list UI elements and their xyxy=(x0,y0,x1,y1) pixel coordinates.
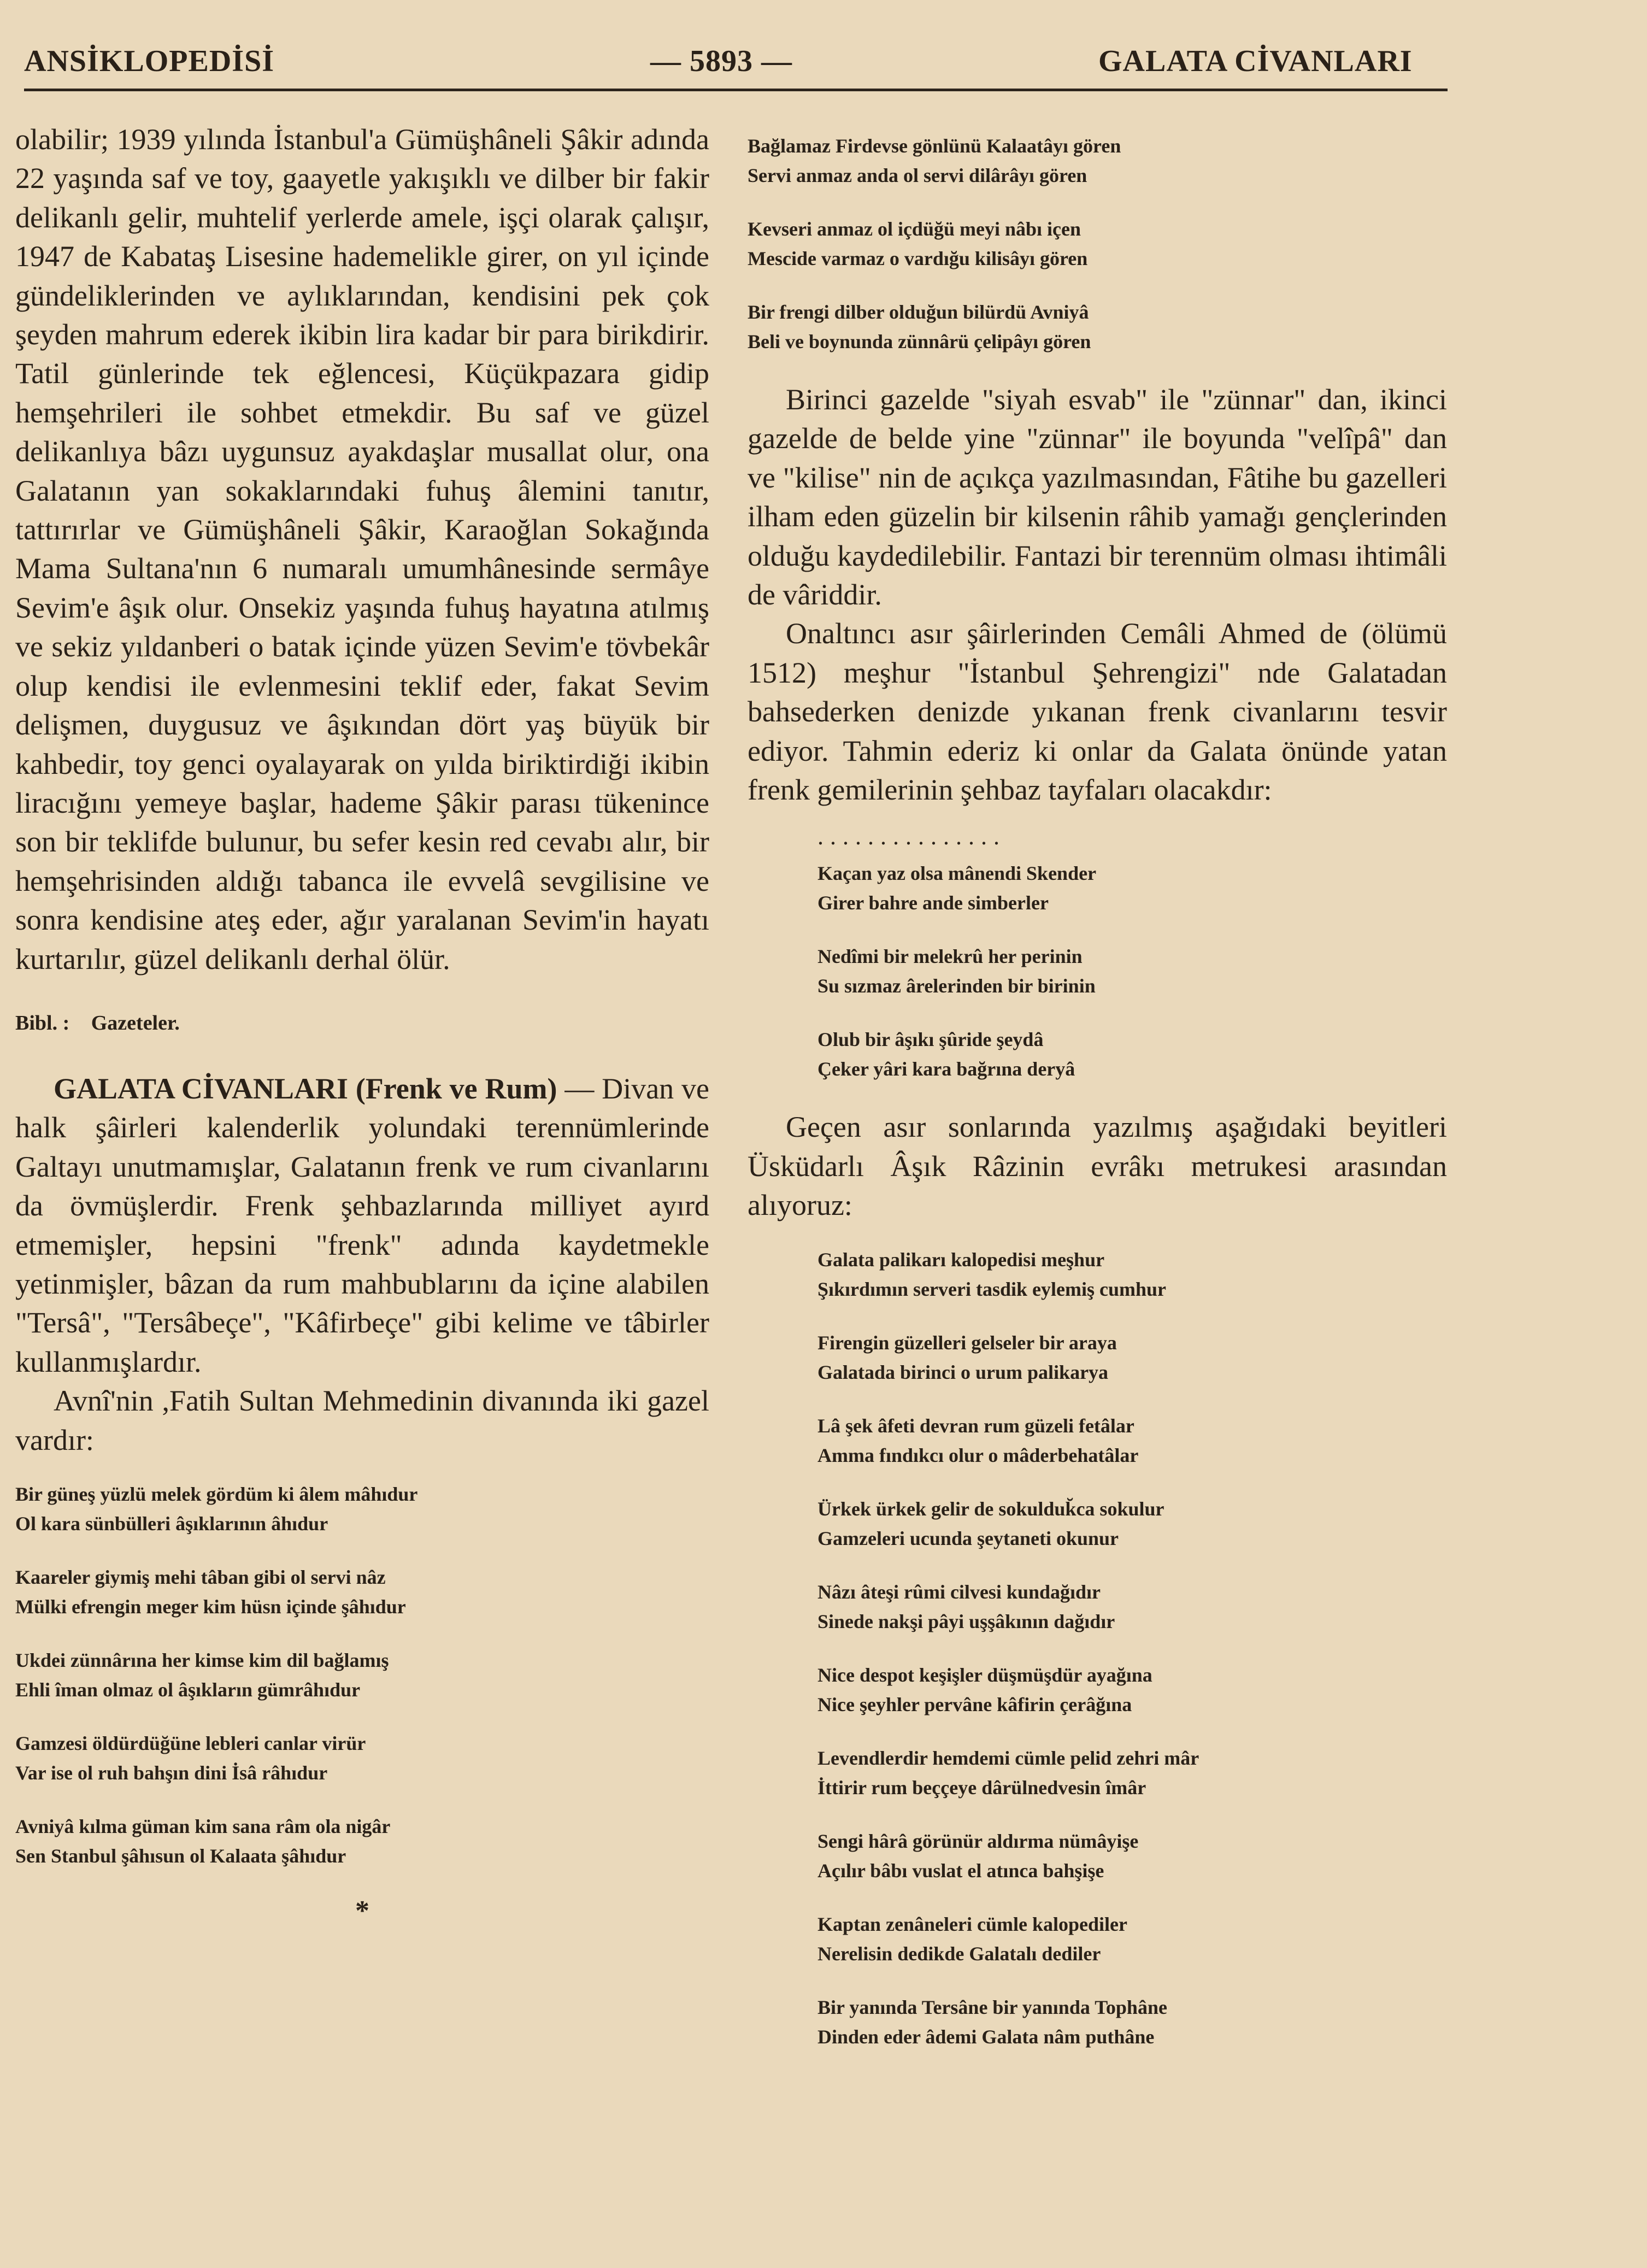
verse-line: Gamzeleri ucunda şeytaneti okunur xyxy=(817,1527,1119,1549)
ellipsis-line: ............... xyxy=(817,823,1006,850)
verse-line: Ol kara sünbülleri âşıklarının âhıdur xyxy=(15,1513,328,1535)
couplet xyxy=(817,1328,1447,1387)
couplet xyxy=(817,1025,1447,1084)
couplet xyxy=(748,131,1447,190)
verse-line: Bağlamaz Firdevse gönlünü Kalaatâyı gören xyxy=(748,135,1121,157)
verse-line: Firengin güzelleri gelseler bir araya xyxy=(817,1331,1117,1354)
verse-line: Lâ şek âfeti devran rum güzeli fetâlar xyxy=(817,1414,1134,1437)
verse-line: Nâzı âteşi rûmi cilvesi kundağıdır xyxy=(817,1580,1101,1603)
left-column xyxy=(15,120,709,1927)
header-right: GALATA CİVANLARI xyxy=(1098,44,1413,78)
couplet xyxy=(817,1411,1447,1470)
verse-line: Gamzesi öldürdüğüne lebleri canlar virür xyxy=(15,1732,366,1754)
verse-line: Galata palikarı kalopedisi meşhur xyxy=(817,1248,1105,1271)
couplet xyxy=(15,1479,709,1538)
couplet xyxy=(15,1646,709,1705)
couplet xyxy=(817,1660,1447,1719)
verse-line: Şıkırdımın serveri tasdik eylemiş cumhur xyxy=(817,1278,1166,1300)
verse-line: Kevseri anmaz ol içdüğü meyi nâbı içen xyxy=(748,218,1081,240)
header-left: ANSİKLOPEDİSİ xyxy=(24,44,275,78)
couplet xyxy=(817,1577,1447,1636)
verse-line: Bir yanında Tersâne bir yanında Tophâne xyxy=(817,1996,1167,2018)
couplet xyxy=(748,297,1447,356)
verse-line: Galatada birinci o urum palikarya xyxy=(817,1361,1109,1383)
verse-line: Kaareler giymiş mehi tâban gibi ol servi nâz xyxy=(15,1566,386,1588)
entry-paragraph xyxy=(15,1070,709,1382)
bibliography-value: Gazeteler. xyxy=(91,1011,180,1035)
couplet xyxy=(817,1826,1447,1885)
couplet xyxy=(15,1729,709,1788)
verse-line: Sinede nakşi pâyi uşşâkının dağıdır xyxy=(817,1610,1115,1632)
couplet xyxy=(817,1743,1447,1802)
verse-line: Olub bir âşıkı şûride şeydâ xyxy=(817,1029,1044,1051)
entry-text: — Divan ve halk şâirleri kalenderlik yolundaki terennümlerinde Galtayı unutmamışlar, Galatanın frenk ve rum civanlarını da övmüşlerdir. Frenk şehbazlarında milliyet ayırd etmemişler, hepsini "frenk" adında kaydetmekle yetinmişler, bâzan da rum mahbublarını da içine alabilen "Tersâ", "Tersâbeçe", "Kâfirbeçe" gibi kelime ve tâbirler kullanmışlardır. xyxy=(15,1072,710,1378)
right-paragraph-3: Geçen asır sonlarında yazılmış aşağıdaki beyitleri Üsküdarlı Âşık Râzinin evrâkı metrukesi arasından alıyoruz: xyxy=(748,1111,1447,1222)
entry-heading: GALATA CİVANLARI (Frenk ve Rum) xyxy=(54,1072,557,1105)
verse-line: Bir güneş yüzlü melek gördüm ki âlem mâhıdur xyxy=(15,1483,418,1505)
couplet xyxy=(15,1562,709,1621)
verse-line: Mülki efrengin meger kim hüsn içinde şâhıdur xyxy=(15,1596,406,1618)
couplet xyxy=(817,942,1447,1001)
right-paragraph-1: Birinci gazelde "siyah esvab" ile "zünnar" dan, ikinci gazelde de belde yine "zünnar" ile boyunda "velîpâ" dan ve "kilise" nin de açıkça yazılmasından, Fâtihe bu gazelleri ilham eden güzelin bir kilsenin râhib yamağı gençlerinden olduğu kaydedilebilir. Fantazi bir terennüm olması ihtimâli de vâriddir. xyxy=(748,383,1447,612)
page-number: — 5893 — xyxy=(650,44,792,78)
verse-line: Sen Stanbul şâhısun ol Kalaata şâhıdur xyxy=(15,1845,346,1867)
right-column xyxy=(748,131,1447,2076)
verse-line: Var ise ol ruh bahşın dini İsâ râhıdur xyxy=(15,1762,328,1784)
couplet xyxy=(817,859,1447,918)
verse-line: Nerelisin dedikde Galatalı dediler xyxy=(817,1942,1101,1965)
couplet xyxy=(817,1494,1447,1553)
verse-line: Nice despot keşişler düşmüşdür ayağına xyxy=(817,1664,1152,1686)
verse-line: Girer bahre ande simberler xyxy=(817,892,1049,914)
verse-line: Levendlerdir hemdemi cümle pelid zehri mâr xyxy=(817,1747,1199,1769)
couplet xyxy=(817,1993,1447,2052)
verse-line: Avniyâ kılma güman kim sana râm ola nigâr xyxy=(15,1815,391,1837)
verse-line: Ürkek ürkek gelir de sokulduk̆ca sokulur xyxy=(817,1497,1164,1520)
end-star: * xyxy=(355,1895,369,1926)
verse-line: İttirir rum beççeye dârülnedvesin îmâr xyxy=(817,1776,1146,1799)
right-verses-3 xyxy=(817,1245,1447,2052)
verse-line: Kaçan yaz olsa mânendi Skender xyxy=(817,862,1097,885)
verse-line: Ehli îman olmaz ol âşıkların gümrâhıdur xyxy=(15,1679,361,1701)
verse-line: Mescide varmaz o vardığu kilisâyı gören xyxy=(748,248,1088,269)
verse-line: Çeker yâri kara bağrına deryâ xyxy=(817,1058,1075,1080)
couplet xyxy=(817,1245,1447,1304)
bibliography-label: Bibl. : xyxy=(15,1011,70,1035)
left-paragraph-1: olabilir; 1939 yılında İstanbul'a Gümüşhâneli Şâkir adında 22 yaşında saf ve toy, gaayetle yakışıklı ve dilber bir fakir delikanlı gelir, muhtelif yerlerde amele, işçi olarak çalışır, 1947 de Kabataş Lisesine hademelikle girer, on yıl içinde gündeliklerinden ve aylıklarından, kendisini pek çok şeyden mahrum ederek ikibin lira kadar bir para birikdirir. Tatil günlerinde tek eğlencesi, Küçükpazara gidip hemşehrileri ile sohbet etmekdir. Bu saf ve güzel delikanlıya bâzı uygunsuz ayakdaşlar musallat olur, ona Galatanın yan sokaklarındaki fuhuş âlemini tanıtır, tattırırlar ve Gümüşhâneli Şâkir, Karaoğlan Sokağında Mama Sultana'nın 6 numaralı umumhânesinde sermâye Sevim'e âşık olur. Onsekiz yaşında fuhuş hayatına atılmış ve sekiz yıldanberi o batak içinde yüzen Sevim'e tövbekâr olup kendisi ile evlenmesini teklif eder, fakat Sevim delişmen, duygusuz ve âşıkından dört yaş büyük bir kahbedir, toy genci oyalayarak on yılda biriktirdiği ikibin liracığını yemeye başlar, hademe Şâkir parası tükenince son bir teklifde bulunur, bu sefer kesin red cevabı alır, bir hemşehrisinden aldığı tabanca ile evvelâ sevgilisine ve sonra kendisine ateş eder, ağır yaralanan Sevim'in hayatı kurtarılır, güzel delikanlı derhal ölür. xyxy=(15,123,709,976)
couplet xyxy=(748,214,1447,273)
verse-line: Açılır bâbı vuslat el atınca bahşişe xyxy=(817,1859,1104,1882)
right-verses-1 xyxy=(748,131,1447,356)
verse-line: Ukdei zünnârına her kimse kim dil bağlamış xyxy=(15,1649,389,1671)
verse-line: Beli ve boynunda zünnârü çelipâyı gören xyxy=(748,331,1091,352)
left-verses xyxy=(15,1479,709,1871)
verse-line: Dinden eder âdemi Galata nâm puthâne xyxy=(817,2025,1155,2048)
verse-line: Kaptan zenâneleri cümle kalopediler xyxy=(817,1913,1127,1935)
couplet xyxy=(817,1909,1447,1969)
right-paragraph-2: Onaltıncı asır şâirlerinden Cemâli Ahmed de (ölümü 1512) meşhur "İstanbul Şehrengizi" nde Galatadan bahsederken denizde yıkanan frenk civanlarını tesvir ediyor. Tahmin ederiz ki onlar da Galata önünde yatan frenk gemilerinin şehbaz tayfaları olacakdır: xyxy=(748,617,1447,807)
verse-line: Servi anmaz anda ol servi dilârâyı gören xyxy=(748,164,1087,186)
verse-line: Su sızmaz ârelerinden bir birinin xyxy=(817,975,1096,997)
verse-line: Nice şeyhler pervâne kâfirin çerâğına xyxy=(817,1693,1132,1715)
verse-line: Nedîmi bir melekrû her perinin xyxy=(817,945,1083,968)
right-verses-2 xyxy=(817,859,1447,1084)
couplet xyxy=(15,1812,709,1871)
bibliography xyxy=(15,1009,709,1037)
verse-line: Amma fındıkcı olur o mâderbehatâlar xyxy=(817,1444,1139,1466)
verse-line: Sengi hârâ görünür aldırma nümâyişe xyxy=(817,1830,1139,1852)
header-rule xyxy=(24,89,1448,91)
verse-line: Bir frengi dilber olduğun bilürdü Avniyâ xyxy=(748,301,1089,323)
left-paragraph-3: Avnî'nin ,Fatih Sultan Mehmedinin divanında iki gazel vardır: xyxy=(15,1384,709,1456)
